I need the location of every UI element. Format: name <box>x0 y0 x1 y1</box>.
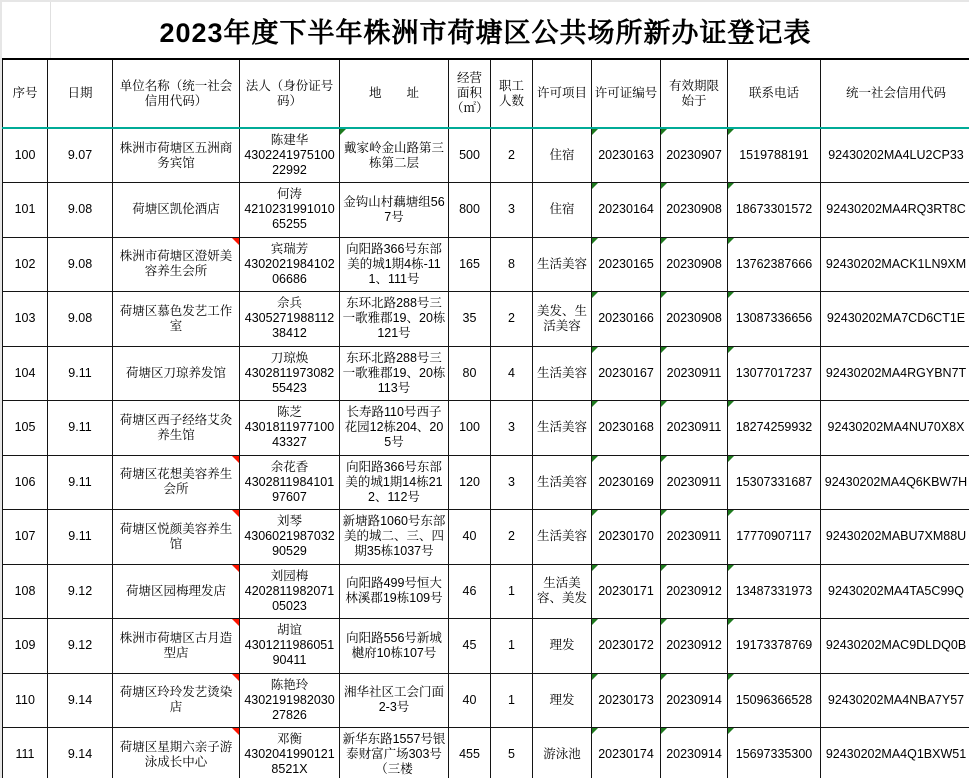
cell-staff: 5 <box>491 728 533 778</box>
green-comment-marker <box>592 183 598 189</box>
column-header-date: 日期 <box>48 59 113 128</box>
cell-credit_code: 92430202MA4RQ3RT8C <box>821 183 969 238</box>
green-comment-marker <box>728 456 734 462</box>
column-header-staff: 职工人数 <box>491 59 533 128</box>
cell-area: 35 <box>449 292 491 347</box>
green-comment-marker <box>592 619 598 625</box>
cell-name: 荷塘区西子经络艾灸养生馆 <box>113 401 240 456</box>
cell-address: 金钩山村藕塘组567号 <box>340 183 449 238</box>
cell-address: 戴家岭金山路第三栋第二层 <box>340 128 449 183</box>
cell-name: 荷塘区凯伦酒店 <box>113 183 240 238</box>
cell-phone: 13487331973 <box>728 564 821 619</box>
red-comment-marker <box>232 619 239 626</box>
cell-legal <box>240 183 340 238</box>
cell-legal <box>240 564 340 619</box>
cell-items: 游泳池 <box>533 728 592 778</box>
legal-person-name: 刘琴 <box>276 514 302 529</box>
cell-valid_from: 20230912 <box>661 619 728 674</box>
cell-address: 新塘路1060号东部美的城二、三、四期35栋1037号 <box>340 510 449 565</box>
cell-staff: 3 <box>491 455 533 510</box>
cell-license_no: 20230173 <box>592 673 661 728</box>
cell-seq: 111 <box>3 728 48 778</box>
cell-address: 向阳路366号东部美的城1期14栋212、112号 <box>340 455 449 510</box>
cell-legal <box>240 128 340 183</box>
cell-name: 荷塘区花想美容养生会所 <box>113 455 240 510</box>
cell-name: 株洲市荷塘区澄妍美容养生会所 <box>113 237 240 292</box>
header-row <box>3 59 969 128</box>
cell-valid_from: 20230911 <box>661 401 728 456</box>
cell-address: 湘华社区工会门面2-3号 <box>340 673 449 728</box>
cell-items: 生活美容 <box>533 237 592 292</box>
cell-staff: 3 <box>491 183 533 238</box>
cell-date: 9.08 <box>48 237 113 292</box>
cell-seq: 100 <box>3 128 48 183</box>
red-comment-marker <box>232 565 239 572</box>
cell-name: 株洲市荷塘区古月造型店 <box>113 619 240 674</box>
cell-area: 800 <box>449 183 491 238</box>
cell-legal <box>240 619 340 674</box>
cell-legal <box>240 510 340 565</box>
cell-address: 新华东路1557号银泰财富广场303号（三楼 <box>340 728 449 778</box>
green-comment-marker <box>661 674 667 680</box>
cell-staff: 2 <box>491 128 533 183</box>
cell-date: 9.11 <box>48 346 113 401</box>
green-comment-marker <box>661 619 667 625</box>
cell-phone: 15307331687 <box>728 455 821 510</box>
cell-name: 株洲市荷塘区五洲商务宾馆 <box>113 128 240 183</box>
legal-person-id: 430181197710043327 <box>244 420 335 450</box>
green-comment-marker <box>728 728 734 734</box>
cell-address: 向阳路556号新城樾府10栋107号 <box>340 619 449 674</box>
green-comment-marker <box>340 129 346 135</box>
cell-date: 9.14 <box>48 728 113 778</box>
cell-credit_code: 92430202MA4LU2CP33 <box>821 128 969 183</box>
cell-area: 40 <box>449 673 491 728</box>
cell-credit_code: 92430202MACK1LN9XM <box>821 237 969 292</box>
table-row <box>3 401 969 456</box>
cell-area: 100 <box>449 401 491 456</box>
cell-legal <box>240 728 340 778</box>
green-comment-marker <box>592 456 598 462</box>
cell-credit_code: 92430202MA4TA5C99Q <box>821 564 969 619</box>
legal-person-id: 420281198207105023 <box>244 583 335 613</box>
green-comment-marker <box>661 456 667 462</box>
cell-area: 500 <box>449 128 491 183</box>
cell-valid_from: 20230907 <box>661 128 728 183</box>
table-row <box>3 183 969 238</box>
column-header-legal: 法人（身份证号码） <box>240 59 340 128</box>
cell-legal <box>240 401 340 456</box>
cell-name: 荷塘区慕色发艺工作室 <box>113 292 240 347</box>
green-comment-marker <box>728 619 734 625</box>
table-row <box>3 455 969 510</box>
cell-license_no: 20230164 <box>592 183 661 238</box>
column-header-address: 地 址 <box>340 59 449 128</box>
cell-phone: 18274259932 <box>728 401 821 456</box>
cell-staff: 2 <box>491 510 533 565</box>
cell-date: 9.08 <box>48 292 113 347</box>
green-comment-marker <box>661 401 667 407</box>
cell-seq: 110 <box>3 673 48 728</box>
legal-person-name: 刘园梅 <box>270 568 309 583</box>
cell-legal <box>240 237 340 292</box>
green-comment-marker <box>592 728 598 734</box>
green-comment-marker <box>592 401 598 407</box>
cell-credit_code: 92430202MA4NBA7Y57 <box>821 673 969 728</box>
cell-items: 住宿 <box>533 128 592 183</box>
cell-date: 9.12 <box>48 619 113 674</box>
cell-address: 向阳路499号恒大林溪郡19栋109号 <box>340 564 449 619</box>
cell-phone: 13077017237 <box>728 346 821 401</box>
cell-phone: 13762387666 <box>728 237 821 292</box>
cell-seq: 103 <box>3 292 48 347</box>
cell-items: 美发、生活美容 <box>533 292 592 347</box>
table-row <box>3 673 969 728</box>
cell-credit_code: 92430202MABU7XM88U <box>821 510 969 565</box>
legal-person-id: 43020419901218521X <box>244 747 335 777</box>
cell-area: 45 <box>449 619 491 674</box>
legal-person-name: 佘兵 <box>276 296 302 311</box>
cell-credit_code: 92430202MA4Q1BXW51 <box>821 728 969 778</box>
legal-person-id: 430224197510022992 <box>244 148 335 177</box>
table-row <box>3 564 969 619</box>
cell-area: 165 <box>449 237 491 292</box>
table-row <box>3 510 969 565</box>
green-comment-marker <box>592 292 598 298</box>
cell-area: 40 <box>449 510 491 565</box>
cell-license_no: 20230174 <box>592 728 661 778</box>
green-comment-marker <box>661 565 667 571</box>
cell-phone: 17770907117 <box>728 510 821 565</box>
cell-name: 荷塘区刀琼养发馆 <box>113 346 240 401</box>
red-comment-marker <box>232 456 239 463</box>
cell-valid_from: 20230911 <box>661 455 728 510</box>
green-comment-marker <box>592 510 598 516</box>
green-comment-marker <box>728 347 734 353</box>
table-row <box>3 237 969 292</box>
table-row <box>3 728 969 778</box>
cell-phone: 18673301572 <box>728 183 821 238</box>
column-header-phone: 联系电话 <box>728 59 821 128</box>
cell-license_no: 20230171 <box>592 564 661 619</box>
cell-seq: 108 <box>3 564 48 619</box>
cell-license_no: 20230168 <box>592 401 661 456</box>
green-comment-marker <box>728 565 734 571</box>
cell-valid_from: 20230908 <box>661 292 728 347</box>
cell-items: 生活美容 <box>533 510 592 565</box>
legal-person-id: 430281197308255423 <box>244 365 335 395</box>
green-comment-marker <box>592 565 598 571</box>
cell-phone: 15697335300 <box>728 728 821 778</box>
cell-seq: 106 <box>3 455 48 510</box>
cell-date: 9.12 <box>48 564 113 619</box>
cell-area: 455 <box>449 728 491 778</box>
green-comment-marker <box>661 238 667 244</box>
cell-date: 9.11 <box>48 401 113 456</box>
green-comment-marker <box>728 401 734 407</box>
cell-credit_code: 92430202MA4NU70X8X <box>821 401 969 456</box>
table-row <box>3 128 969 183</box>
legal-person-name: 邓衡 <box>276 732 302 747</box>
cell-seq: 102 <box>3 237 48 292</box>
page-title: 2023年度下半年株洲市荷塘区公共场所新办证登记表 <box>159 17 812 48</box>
column-header-items: 许可项目 <box>533 59 592 128</box>
green-comment-marker <box>661 728 667 734</box>
red-comment-marker <box>232 510 239 517</box>
cell-area: 46 <box>449 564 491 619</box>
cell-legal <box>240 673 340 728</box>
green-comment-marker <box>728 292 734 298</box>
cell-valid_from: 20230914 <box>661 673 728 728</box>
cell-address: 长寿路110号西子花园12栋204、205号 <box>340 401 449 456</box>
green-comment-marker <box>592 238 598 244</box>
cell-date: 9.07 <box>48 128 113 183</box>
cell-seq: 101 <box>3 183 48 238</box>
cell-credit_code: 92430202MAC9DLDQ0B <box>821 619 969 674</box>
cell-staff: 1 <box>491 564 533 619</box>
column-header-license_no: 许可证编号 <box>592 59 661 128</box>
cell-name: 荷塘区园梅理发店 <box>113 564 240 619</box>
legal-person-id: 430121198605190411 <box>244 638 335 668</box>
legal-person-id: 430219198203027826 <box>244 692 335 722</box>
column-header-area: 经营面积（㎡） <box>449 59 491 128</box>
cell-valid_from: 20230908 <box>661 183 728 238</box>
column-header-valid_from: 有效期限始于 <box>661 59 728 128</box>
cell-staff: 4 <box>491 346 533 401</box>
legal-person-id: 430202198410206686 <box>244 256 335 286</box>
cell-valid_from: 20230911 <box>661 510 728 565</box>
green-comment-marker <box>592 674 598 680</box>
cell-legal <box>240 346 340 401</box>
cell-valid_from: 20230914 <box>661 728 728 778</box>
cell-date: 9.08 <box>48 183 113 238</box>
cell-valid_from: 20230911 <box>661 346 728 401</box>
cell-license_no: 20230170 <box>592 510 661 565</box>
registration-table <box>2 58 969 778</box>
cell-items: 生活美容 <box>533 346 592 401</box>
cell-address: 东环北路288号三一歌雅郡19、20栋121号 <box>340 292 449 347</box>
table-header <box>3 59 969 128</box>
cell-staff: 2 <box>491 292 533 347</box>
green-comment-marker <box>661 510 667 516</box>
cell-legal <box>240 455 340 510</box>
cell-credit_code: 92430202MA7CD6CT1E <box>821 292 969 347</box>
cell-area: 120 <box>449 455 491 510</box>
green-comment-marker <box>661 183 667 189</box>
legal-person-id: 421023199101065255 <box>244 202 335 232</box>
table-row <box>3 292 969 347</box>
cell-seq: 109 <box>3 619 48 674</box>
cell-date: 9.14 <box>48 673 113 728</box>
column-header-credit_code: 统一社会信用代码 <box>821 59 969 128</box>
cell-legal <box>240 292 340 347</box>
cell-name: 荷塘区悦颜美容养生馆 <box>113 510 240 565</box>
legal-person-id: 430281198410197607 <box>244 474 335 504</box>
cell-license_no: 20230169 <box>592 455 661 510</box>
green-comment-marker <box>592 347 598 353</box>
red-comment-marker <box>232 674 239 681</box>
cell-items: 理发 <box>533 619 592 674</box>
cell-credit_code: 92430202MA4RGYBN7T <box>821 346 969 401</box>
green-comment-marker <box>728 183 734 189</box>
cell-name: 荷塘区玲玲发艺烫染店 <box>113 673 240 728</box>
column-header-name: 单位名称（统一社会信用代码） <box>113 59 240 128</box>
cell-license_no: 20230172 <box>592 619 661 674</box>
green-comment-marker <box>661 347 667 353</box>
cell-items: 理发 <box>533 673 592 728</box>
legal-person-name: 陈芝 <box>276 405 302 420</box>
cell-valid_from: 20230908 <box>661 237 728 292</box>
red-comment-marker <box>232 728 239 735</box>
cell-staff: 1 <box>491 619 533 674</box>
cell-area: 80 <box>449 346 491 401</box>
cell-date: 9.11 <box>48 455 113 510</box>
table-row <box>3 619 969 674</box>
legal-person-name: 陈艳玲 <box>270 677 309 692</box>
red-comment-marker <box>232 238 239 245</box>
cell-phone: 13087336656 <box>728 292 821 347</box>
green-comment-marker <box>661 292 667 298</box>
cell-staff: 3 <box>491 401 533 456</box>
cell-license_no: 20230165 <box>592 237 661 292</box>
cell-staff: 8 <box>491 237 533 292</box>
cell-phone: 15096366528 <box>728 673 821 728</box>
green-comment-marker <box>728 238 734 244</box>
legal-person-id: 430602198703290529 <box>244 529 335 559</box>
table-row <box>3 346 969 401</box>
legal-person-name: 何涛 <box>276 187 302 202</box>
green-comment-marker <box>728 129 734 135</box>
green-comment-marker <box>661 129 667 135</box>
cell-name: 荷塘区星期六亲子游泳成长中心 <box>113 728 240 778</box>
cell-license_no: 20230163 <box>592 128 661 183</box>
cell-items: 生活美容、美发 <box>533 564 592 619</box>
legal-person-name: 陈建华 <box>270 133 309 147</box>
legal-person-name: 胡谊 <box>276 623 302 638</box>
cell-valid_from: 20230912 <box>661 564 728 619</box>
cell-phone: 1519788191 <box>728 128 821 183</box>
cell-address: 向阳路366号东部美的城1期4栋-111、111号 <box>340 237 449 292</box>
cell-license_no: 20230166 <box>592 292 661 347</box>
cell-items: 住宿 <box>533 183 592 238</box>
cell-license_no: 20230167 <box>592 346 661 401</box>
column-header-seq: 序号 <box>3 59 48 128</box>
table-body <box>3 128 969 778</box>
cell-items: 生活美容 <box>533 401 592 456</box>
cell-seq: 104 <box>3 346 48 401</box>
legal-person-name: 宾瑞芳 <box>270 241 309 256</box>
gridline-remnant <box>50 2 51 58</box>
cell-seq: 107 <box>3 510 48 565</box>
cell-items: 生活美容 <box>533 455 592 510</box>
green-comment-marker <box>592 129 598 135</box>
cell-credit_code: 92430202MA4Q6KBW7H <box>821 455 969 510</box>
cell-seq: 105 <box>3 401 48 456</box>
legal-person-name: 刀琼焕 <box>270 350 309 365</box>
cell-date: 9.11 <box>48 510 113 565</box>
legal-person-name: 余花香 <box>270 459 309 474</box>
cell-staff: 1 <box>491 673 533 728</box>
green-comment-marker <box>728 510 734 516</box>
green-comment-marker <box>728 674 734 680</box>
cell-address: 东环北路288号三一歌雅郡19、20栋113号 <box>340 346 449 401</box>
cell-phone: 19173378769 <box>728 619 821 674</box>
legal-person-id: 430527198811238412 <box>244 311 335 341</box>
